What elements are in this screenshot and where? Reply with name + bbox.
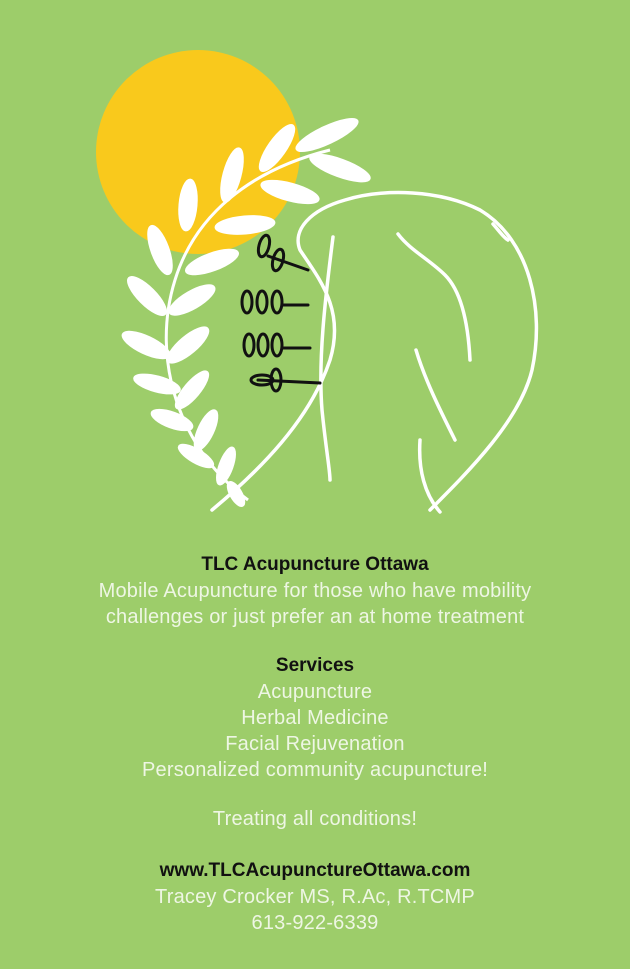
conditions-note: Treating all conditions! [212, 808, 418, 830]
practitioner-name: Tracey Crocker MS, R.Ac, R.TCMP [155, 886, 475, 908]
acupuncture-needle-icon [242, 234, 320, 391]
tagline-line-2: challenges or just prefer an at home treatment [105, 606, 525, 628]
services-heading: Services [275, 655, 355, 676]
service-item: Personalized community acupuncture! [141, 759, 489, 781]
note-block [0, 806, 630, 832]
tagline-line-1: Mobile Acupuncture for those who have mobility [98, 580, 532, 602]
website-link[interactable]: www.TLCAcupunctureOttawa.com [159, 860, 471, 881]
contact-block [0, 858, 630, 936]
service-item: Acupuncture [257, 681, 373, 703]
business-title: TLC Acupuncture Ottawa [201, 554, 429, 575]
service-item: Herbal Medicine [241, 707, 389, 729]
header-block [0, 552, 630, 630]
services-block [0, 653, 630, 783]
service-item: Facial Rejuvenation [225, 733, 405, 755]
phone-number[interactable]: 613-922-6339 [251, 912, 379, 934]
